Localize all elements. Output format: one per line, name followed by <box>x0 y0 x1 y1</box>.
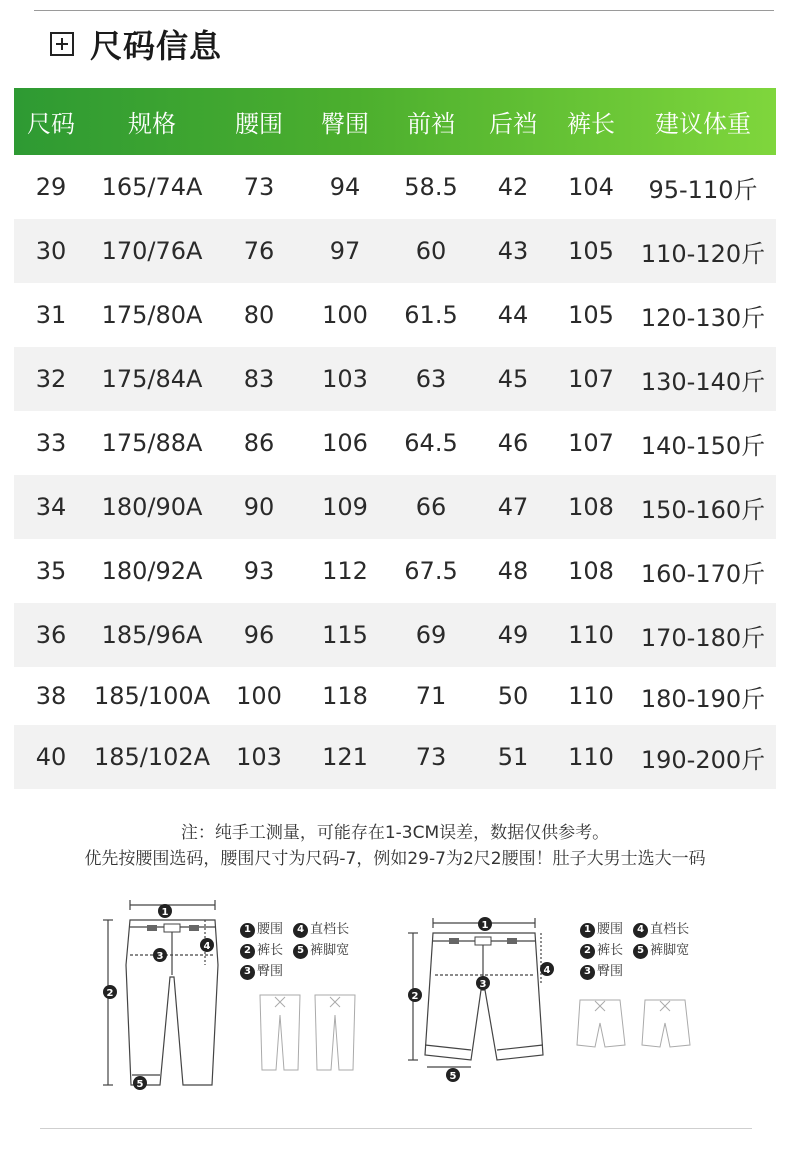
table-cell: 32 <box>14 347 88 411</box>
table-cell: 170/76A <box>88 219 216 283</box>
table-cell: 130-140斤 <box>630 347 776 411</box>
header-cell: 臀围 <box>321 110 369 138</box>
table-cell: 90 <box>216 475 302 539</box>
table-cell: 58.5 <box>388 155 474 219</box>
marker-label: 2 <box>411 991 419 1002</box>
legend-num: 3 <box>580 965 595 980</box>
table-cell: 180/92A <box>88 539 216 603</box>
table-cell: 34 <box>14 475 88 539</box>
note-line: 优先按腰围选码，腰围尺寸为尺码-7，例如29-7为2尺2腰围！肚子大男士选大一码 <box>84 849 706 869</box>
legend-label: 臀围 <box>257 964 284 979</box>
legend-item <box>240 941 283 961</box>
legend-num: 1 <box>580 923 595 938</box>
table-cell: 36 <box>14 603 88 667</box>
legend-label: 直档长 <box>310 922 350 937</box>
table-cell: 96 <box>216 603 302 667</box>
table-row <box>14 411 776 475</box>
legend-num: 5 <box>633 944 648 959</box>
legend-item <box>293 920 349 940</box>
expand-icon[interactable] <box>50 32 74 56</box>
table-cell: 50 <box>474 667 552 725</box>
table-cell: 97 <box>302 219 388 283</box>
table-cell: 106 <box>302 411 388 475</box>
legend-label: 腰围 <box>257 922 284 937</box>
table-cell: 112 <box>302 539 388 603</box>
shorts-legend <box>580 919 695 982</box>
table-row <box>14 603 776 667</box>
table-cell: 175/84A <box>88 347 216 411</box>
marker-label: 5 <box>449 1071 457 1082</box>
legend-label: 腰围 <box>597 922 624 937</box>
table-cell: 86 <box>216 411 302 475</box>
legend-num: 1 <box>240 923 255 938</box>
table-cell: 108 <box>552 539 630 603</box>
pants-diagram <box>100 895 400 1105</box>
header-cell: 前裆 <box>407 110 455 138</box>
table-cell: 73 <box>216 155 302 219</box>
header-cell: 腰围 <box>235 110 283 138</box>
table-cell: 103 <box>302 347 388 411</box>
table-cell: 180-190斤 <box>630 667 776 725</box>
table-cell: 180/90A <box>88 475 216 539</box>
pants-legend <box>240 919 355 982</box>
table-cell: 103 <box>216 725 302 789</box>
table-cell: 105 <box>552 219 630 283</box>
table-cell: 71 <box>388 667 474 725</box>
legend-label: 裤脚宽 <box>650 943 690 958</box>
table-row <box>14 667 776 725</box>
legend-label: 臀围 <box>597 964 624 979</box>
table-cell: 33 <box>14 411 88 475</box>
table-cell: 107 <box>552 411 630 475</box>
table-cell: 73 <box>388 725 474 789</box>
table-cell: 93 <box>216 539 302 603</box>
bottom-divider <box>40 1128 752 1129</box>
table-cell: 46 <box>474 411 552 475</box>
marker-label: 4 <box>543 965 551 976</box>
table-cell: 108 <box>552 475 630 539</box>
table-cell: 40 <box>14 725 88 789</box>
table-cell: 80 <box>216 283 302 347</box>
table-row <box>14 725 776 789</box>
table-cell: 31 <box>14 283 88 347</box>
header-cell: 后裆 <box>489 110 537 138</box>
table-cell: 42 <box>474 155 552 219</box>
legend-num: 2 <box>580 944 595 959</box>
table-row <box>14 539 776 603</box>
legend-item <box>293 941 349 961</box>
table-cell: 105 <box>552 283 630 347</box>
table-row <box>14 347 776 411</box>
table-cell: 104 <box>552 155 630 219</box>
legend-label: 裤长 <box>257 943 284 958</box>
marker-label: 3 <box>156 951 164 962</box>
table-cell: 48 <box>474 539 552 603</box>
notes <box>0 820 790 872</box>
table-cell: 60 <box>388 219 474 283</box>
table-cell: 83 <box>216 347 302 411</box>
legend-num: 2 <box>240 944 255 959</box>
header-cell: 裤长 <box>567 110 615 138</box>
marker-label: 1 <box>481 920 489 931</box>
table-cell: 43 <box>474 219 552 283</box>
table-row <box>14 283 776 347</box>
table-cell: 110 <box>552 603 630 667</box>
table-cell: 150-160斤 <box>630 475 776 539</box>
table-cell: 38 <box>14 667 88 725</box>
table-cell: 100 <box>302 283 388 347</box>
table-cell: 100 <box>216 667 302 725</box>
legend-num: 4 <box>293 923 308 938</box>
legend-item <box>240 920 283 940</box>
table-cell: 49 <box>474 603 552 667</box>
table-cell: 110-120斤 <box>630 219 776 283</box>
table-cell: 120-130斤 <box>630 283 776 347</box>
legend-label: 直档长 <box>650 922 690 937</box>
table-cell: 61.5 <box>388 283 474 347</box>
legend-label: 裤脚宽 <box>310 943 350 958</box>
table-row <box>14 219 776 283</box>
top-divider <box>34 10 774 11</box>
table-cell: 110 <box>552 725 630 789</box>
legend-item <box>580 920 623 940</box>
shorts-diagram <box>405 895 705 1105</box>
marker-label: 5 <box>136 1079 144 1090</box>
table-cell: 121 <box>302 725 388 789</box>
table-cell: 94 <box>302 155 388 219</box>
size-table <box>14 88 776 789</box>
table-cell: 64.5 <box>388 411 474 475</box>
legend-label: 裤长 <box>597 943 624 958</box>
table-cell: 185/102A <box>88 725 216 789</box>
table-cell: 76 <box>216 219 302 283</box>
table-cell: 45 <box>474 347 552 411</box>
section-title: 尺码信息 <box>90 27 223 65</box>
table-cell: 29 <box>14 155 88 219</box>
table-cell: 190-200斤 <box>630 725 776 789</box>
table-cell: 115 <box>302 603 388 667</box>
table-cell: 175/80A <box>88 283 216 347</box>
table-header-row <box>14 88 776 155</box>
table-cell: 47 <box>474 475 552 539</box>
table-cell: 140-150斤 <box>630 411 776 475</box>
table-cell: 165/74A <box>88 155 216 219</box>
marker-label: 4 <box>203 941 211 952</box>
marker-label: 2 <box>106 988 114 999</box>
header-cell: 尺码 <box>27 110 75 138</box>
table-cell: 109 <box>302 475 388 539</box>
table-cell: 66 <box>388 475 474 539</box>
marker-label: 1 <box>161 907 169 918</box>
legend-num: 5 <box>293 944 308 959</box>
table-cell: 185/100A <box>88 667 216 725</box>
table-cell: 110 <box>552 667 630 725</box>
table-row <box>14 475 776 539</box>
header-cell: 建议体重 <box>655 110 751 138</box>
legend-num: 4 <box>633 923 648 938</box>
note-line: 注：纯手工测量，可能存在1-3CM误差，数据仅供参考。 <box>180 823 610 843</box>
header-cell: 规格 <box>128 110 176 138</box>
legend-item <box>633 920 689 940</box>
table-cell: 67.5 <box>388 539 474 603</box>
table-cell: 51 <box>474 725 552 789</box>
table-cell: 107 <box>552 347 630 411</box>
legend-num: 3 <box>240 965 255 980</box>
legend-item <box>633 941 689 961</box>
table-cell: 170-180斤 <box>630 603 776 667</box>
marker-label: 3 <box>479 979 487 990</box>
table-cell: 185/96A <box>88 603 216 667</box>
section-header <box>50 22 222 66</box>
table-row <box>14 155 776 219</box>
legend-item <box>240 962 283 982</box>
table-cell: 35 <box>14 539 88 603</box>
table-cell: 95-110斤 <box>630 155 776 219</box>
table-cell: 175/88A <box>88 411 216 475</box>
table-cell: 44 <box>474 283 552 347</box>
table-cell: 160-170斤 <box>630 539 776 603</box>
legend-item <box>580 962 623 982</box>
table-cell: 69 <box>388 603 474 667</box>
table-cell: 30 <box>14 219 88 283</box>
legend-item <box>580 941 623 961</box>
table-cell: 118 <box>302 667 388 725</box>
table-cell: 63 <box>388 347 474 411</box>
